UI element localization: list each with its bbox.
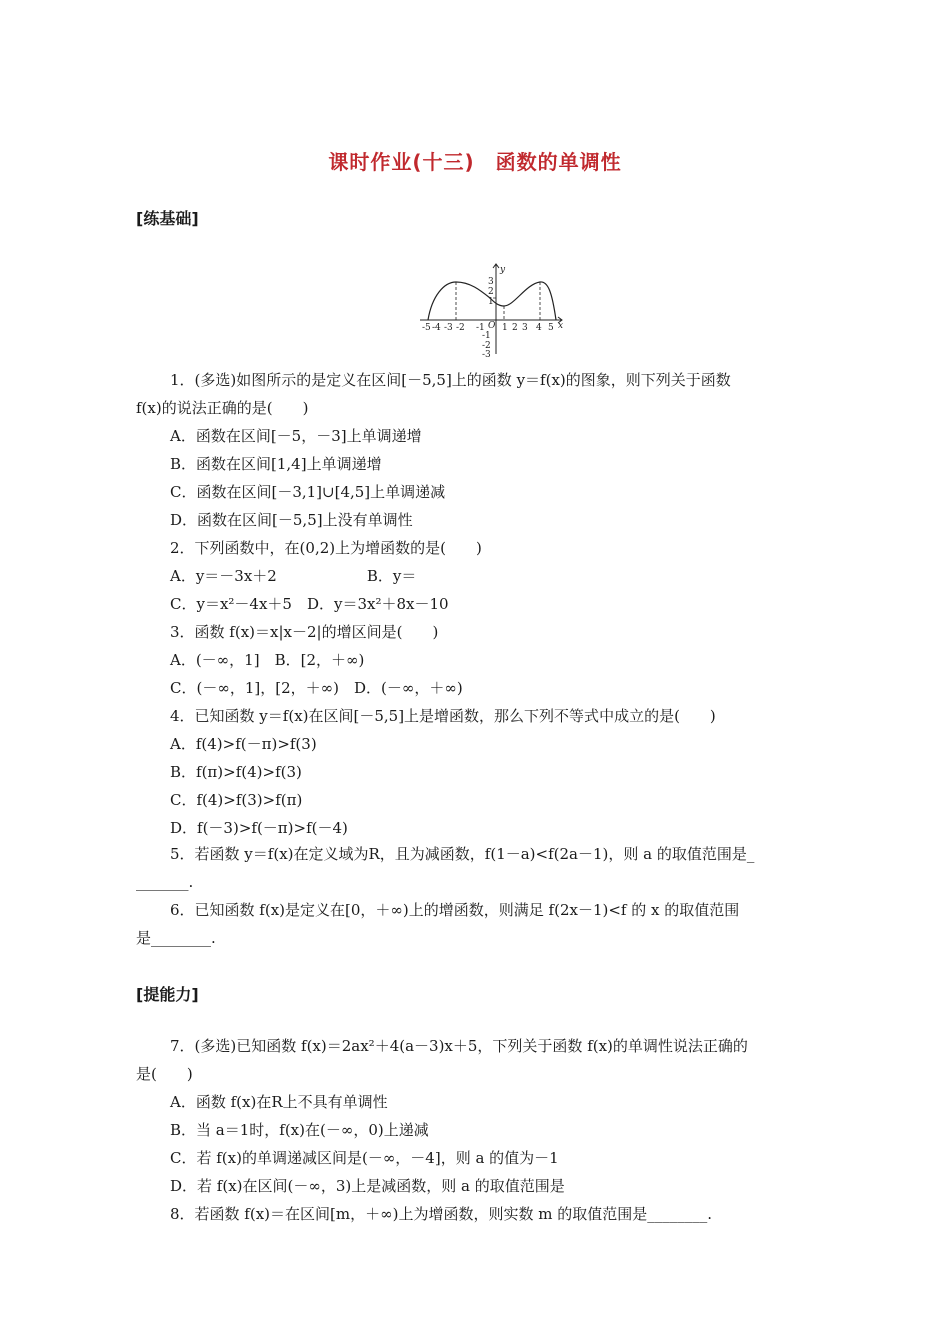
question-2-stem: 2．下列函数中，在(0,2)上为增函数的是( ) <box>170 539 482 557</box>
function-graph-figure <box>418 262 566 358</box>
question-1-option-b: B．函数在区间[1,4]上单调递增 <box>170 455 382 473</box>
question-4-option-c: C．f(4)>f(3)>f(π) <box>170 791 303 809</box>
question-6-stem: 6．已知函数 f(x)是定义在[0，＋∞)上的增函数，则满足 f(2x－1)<f 的 x 的取值范围 <box>170 901 740 919</box>
question-1-option-c: C．函数在区间[－3,1]∪[4,5]上单调递减 <box>170 483 446 501</box>
y-tick-label: -3 <box>482 350 491 358</box>
x-tick-label: 2 <box>512 323 518 333</box>
x-tick-label: 1 <box>502 323 508 333</box>
section-heading-basic: [练基础] <box>136 209 199 228</box>
question-1-stem: 1．(多选)如图所示的是定义在区间[－5,5]上的函数 y＝f(x)的图象，则下列关于函数 <box>170 371 731 389</box>
question-4-option-a: A．f(4)>f(－π)>f(3) <box>170 735 317 753</box>
x-tick-label: -3 <box>444 323 453 333</box>
x-axis-label: x <box>558 321 564 331</box>
y-tick-label: 3 <box>488 277 494 287</box>
question-1-stem-cont: f(x)的说法正确的是( ) <box>136 399 309 417</box>
question-7-option-c: C．若 f(x)的单调递减区间是(－∞，－4]，则 a 的值为－1 <box>170 1149 559 1167</box>
x-tick-label: -1 <box>476 323 485 333</box>
x-tick-label: 4 <box>536 323 542 333</box>
question-7-stem: 7．(多选)已知函数 f(x)＝2ax²＋4(a－3)x＋5，下列关于函数 f(x)的单调性说法正确的 <box>170 1037 748 1055</box>
question-3-options-cd: C．(－∞，1]，[2，＋∞) D．(－∞，＋∞) <box>170 679 463 697</box>
y-tick-label: -1 <box>482 331 491 341</box>
y-axis-label: y <box>500 265 506 275</box>
question-5-stem: 5．若函数 y＝f(x)在定义域为R，且为减函数，f(1－a)<f(2a－1)，则 a 的取值范围是_ <box>170 845 755 863</box>
question-1-option-d: D．函数在区间[－5,5]上没有单调性 <box>170 511 413 529</box>
question-7-option-b: B．当 a＝1时，f(x)在(－∞，0)上递减 <box>170 1121 429 1139</box>
y-tick-label: -2 <box>482 341 491 351</box>
x-tick-label: 5 <box>548 323 554 333</box>
question-5-blank: _______. <box>136 873 194 891</box>
page-title: 课时作业(十三) 函数的单调性 <box>328 150 622 174</box>
y-tick-label: 2 <box>488 287 494 297</box>
question-7-option-a: A．函数 f(x)在R上不具有单调性 <box>170 1093 388 1111</box>
question-3-stem: 3．函数 f(x)＝x|x－2|的增区间是( ) <box>170 623 439 641</box>
origin-label: O <box>488 321 496 331</box>
question-2-options-cd: C．y＝x²－4x＋5 D．y＝3x²＋8x－10 <box>170 595 449 613</box>
y-tick-label: 1 <box>488 297 494 307</box>
x-tick-label: -4 <box>432 323 441 333</box>
question-3-options-ab: A．(－∞，1] B．[2，＋∞) <box>170 651 365 669</box>
question-6-blank: 是________. <box>136 929 216 947</box>
x-tick-label: 3 <box>522 323 528 333</box>
question-4-stem: 4．已知函数 y＝f(x)在区间[－5,5]上是增函数，那么下列不等式中成立的是( ) <box>170 707 716 725</box>
question-1-option-a: A．函数在区间[－5，－3]上单调递增 <box>170 427 422 445</box>
question-4-option-d: D．f(－3)>f(－π)>f(－4) <box>170 819 348 837</box>
question-4-option-b: B．f(π)>f(4)>f(3) <box>170 763 302 781</box>
question-7-stem-cont: 是( ) <box>136 1065 193 1083</box>
question-2-options-ab: A．y＝－3x＋2 B．y＝ <box>170 567 417 585</box>
x-tick-label: -5 <box>422 323 431 333</box>
question-7-option-d: D．若 f(x)在区间(－∞，3)上是减函数，则 a 的取值范围是 <box>170 1177 565 1195</box>
x-tick-label: -2 <box>456 323 465 333</box>
section-heading-advanced: [提能力] <box>136 985 199 1004</box>
question-8-stem: 8．若函数 f(x)＝在区间[m，＋∞)上为增函数，则实数 m 的取值范围是________. <box>170 1205 712 1223</box>
